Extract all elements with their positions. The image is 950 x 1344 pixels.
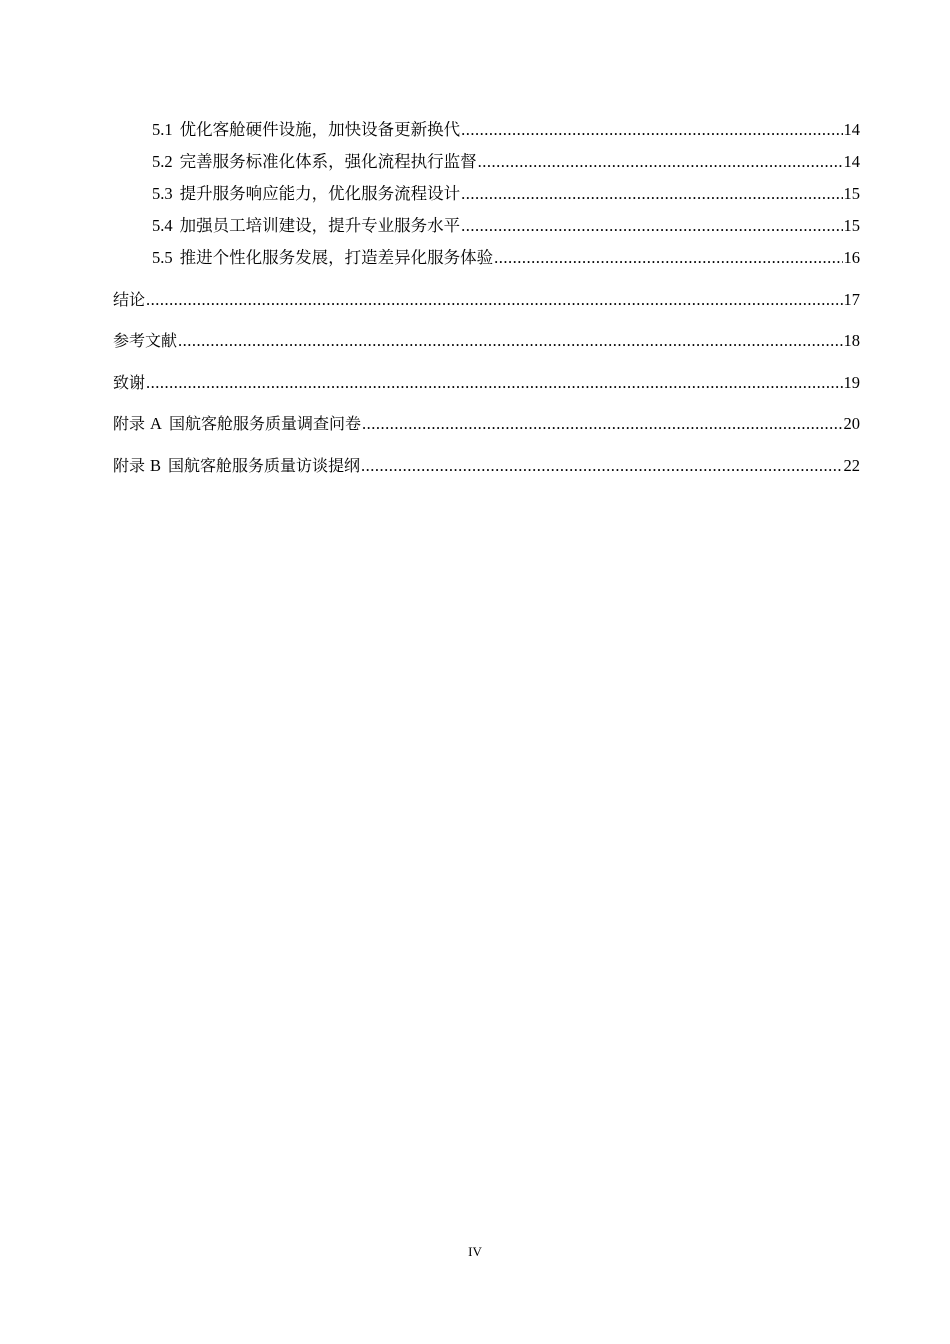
toc-entry-title: 参考文献 xyxy=(113,331,178,350)
toc-page-number: 20 xyxy=(843,414,860,433)
toc-page-number: 15 xyxy=(843,184,860,203)
page-number-footer: IV xyxy=(468,1244,482,1259)
toc-entry-number: 5.5 xyxy=(152,248,173,267)
toc-entry-appendix-letter: B xyxy=(150,456,162,475)
toc-page-number: 14 xyxy=(843,120,860,139)
toc-entry-acknowledgements[interactable] xyxy=(113,372,860,394)
toc-page-number: 15 xyxy=(843,216,860,235)
toc-dot-leader xyxy=(461,215,842,237)
toc-page-number: 19 xyxy=(843,373,860,392)
toc-entry-5-5[interactable] xyxy=(152,247,860,269)
toc-entry-appendix-a[interactable] xyxy=(113,413,860,435)
toc-entry-appendix-b[interactable] xyxy=(113,455,860,477)
toc-entry-5-4[interactable] xyxy=(152,215,860,237)
toc-page-number: 18 xyxy=(843,331,860,350)
toc-dot-leader xyxy=(146,372,842,394)
toc-entry-5-2[interactable] xyxy=(152,151,860,173)
toc-entry-5-3[interactable] xyxy=(152,183,860,205)
toc-dot-leader xyxy=(178,330,842,352)
toc-entry-number: 5.3 xyxy=(152,184,173,203)
toc-entry-references[interactable] xyxy=(113,330,860,352)
toc-entry-title: 完善服务标准化体系，强化流程执行监督 xyxy=(179,152,477,171)
toc-dot-leader xyxy=(362,413,843,435)
toc-entry-title: 提升服务响应能力，优化服务流程设计 xyxy=(179,184,461,203)
toc-entry-title: 加强员工培训建设，提升专业服务水平 xyxy=(179,216,461,235)
toc-entry-title: 推进个性化服务发展，打造差异化服务体验 xyxy=(179,248,494,267)
toc-entry-appendix-letter: A xyxy=(150,414,162,433)
toc-page-number: 14 xyxy=(843,152,860,171)
toc-entry-title: 结论 xyxy=(113,290,146,309)
toc-entry-prefix: 附录 xyxy=(113,414,146,433)
toc-page-number: 16 xyxy=(843,248,860,267)
toc-entry-5-1[interactable] xyxy=(152,119,860,141)
toc-entry-title: 国航客舱服务质量访谈提纲 xyxy=(168,456,361,475)
toc-entry-title: 致谢 xyxy=(113,373,146,392)
toc-entry-title: 国航客舱服务质量调查问卷 xyxy=(168,414,361,433)
toc-entry-number: 5.4 xyxy=(152,216,173,235)
toc-dot-leader xyxy=(478,151,843,173)
toc-page-number: 17 xyxy=(843,290,860,309)
toc-dot-leader xyxy=(461,183,842,205)
toc-entry-conclusion[interactable] xyxy=(113,289,860,311)
toc-page-number: 22 xyxy=(843,456,860,475)
toc-entry-title: 优化客舱硬件设施，加快设备更新换代 xyxy=(179,120,461,139)
toc-entry-number: 5.1 xyxy=(152,120,173,139)
toc-dot-leader xyxy=(361,455,842,477)
toc-dot-leader xyxy=(494,247,842,269)
toc-dot-leader xyxy=(461,119,842,141)
toc-entry-number: 5.2 xyxy=(152,152,173,171)
toc-entry-prefix: 附录 xyxy=(113,456,146,475)
toc-dot-leader xyxy=(146,289,842,311)
